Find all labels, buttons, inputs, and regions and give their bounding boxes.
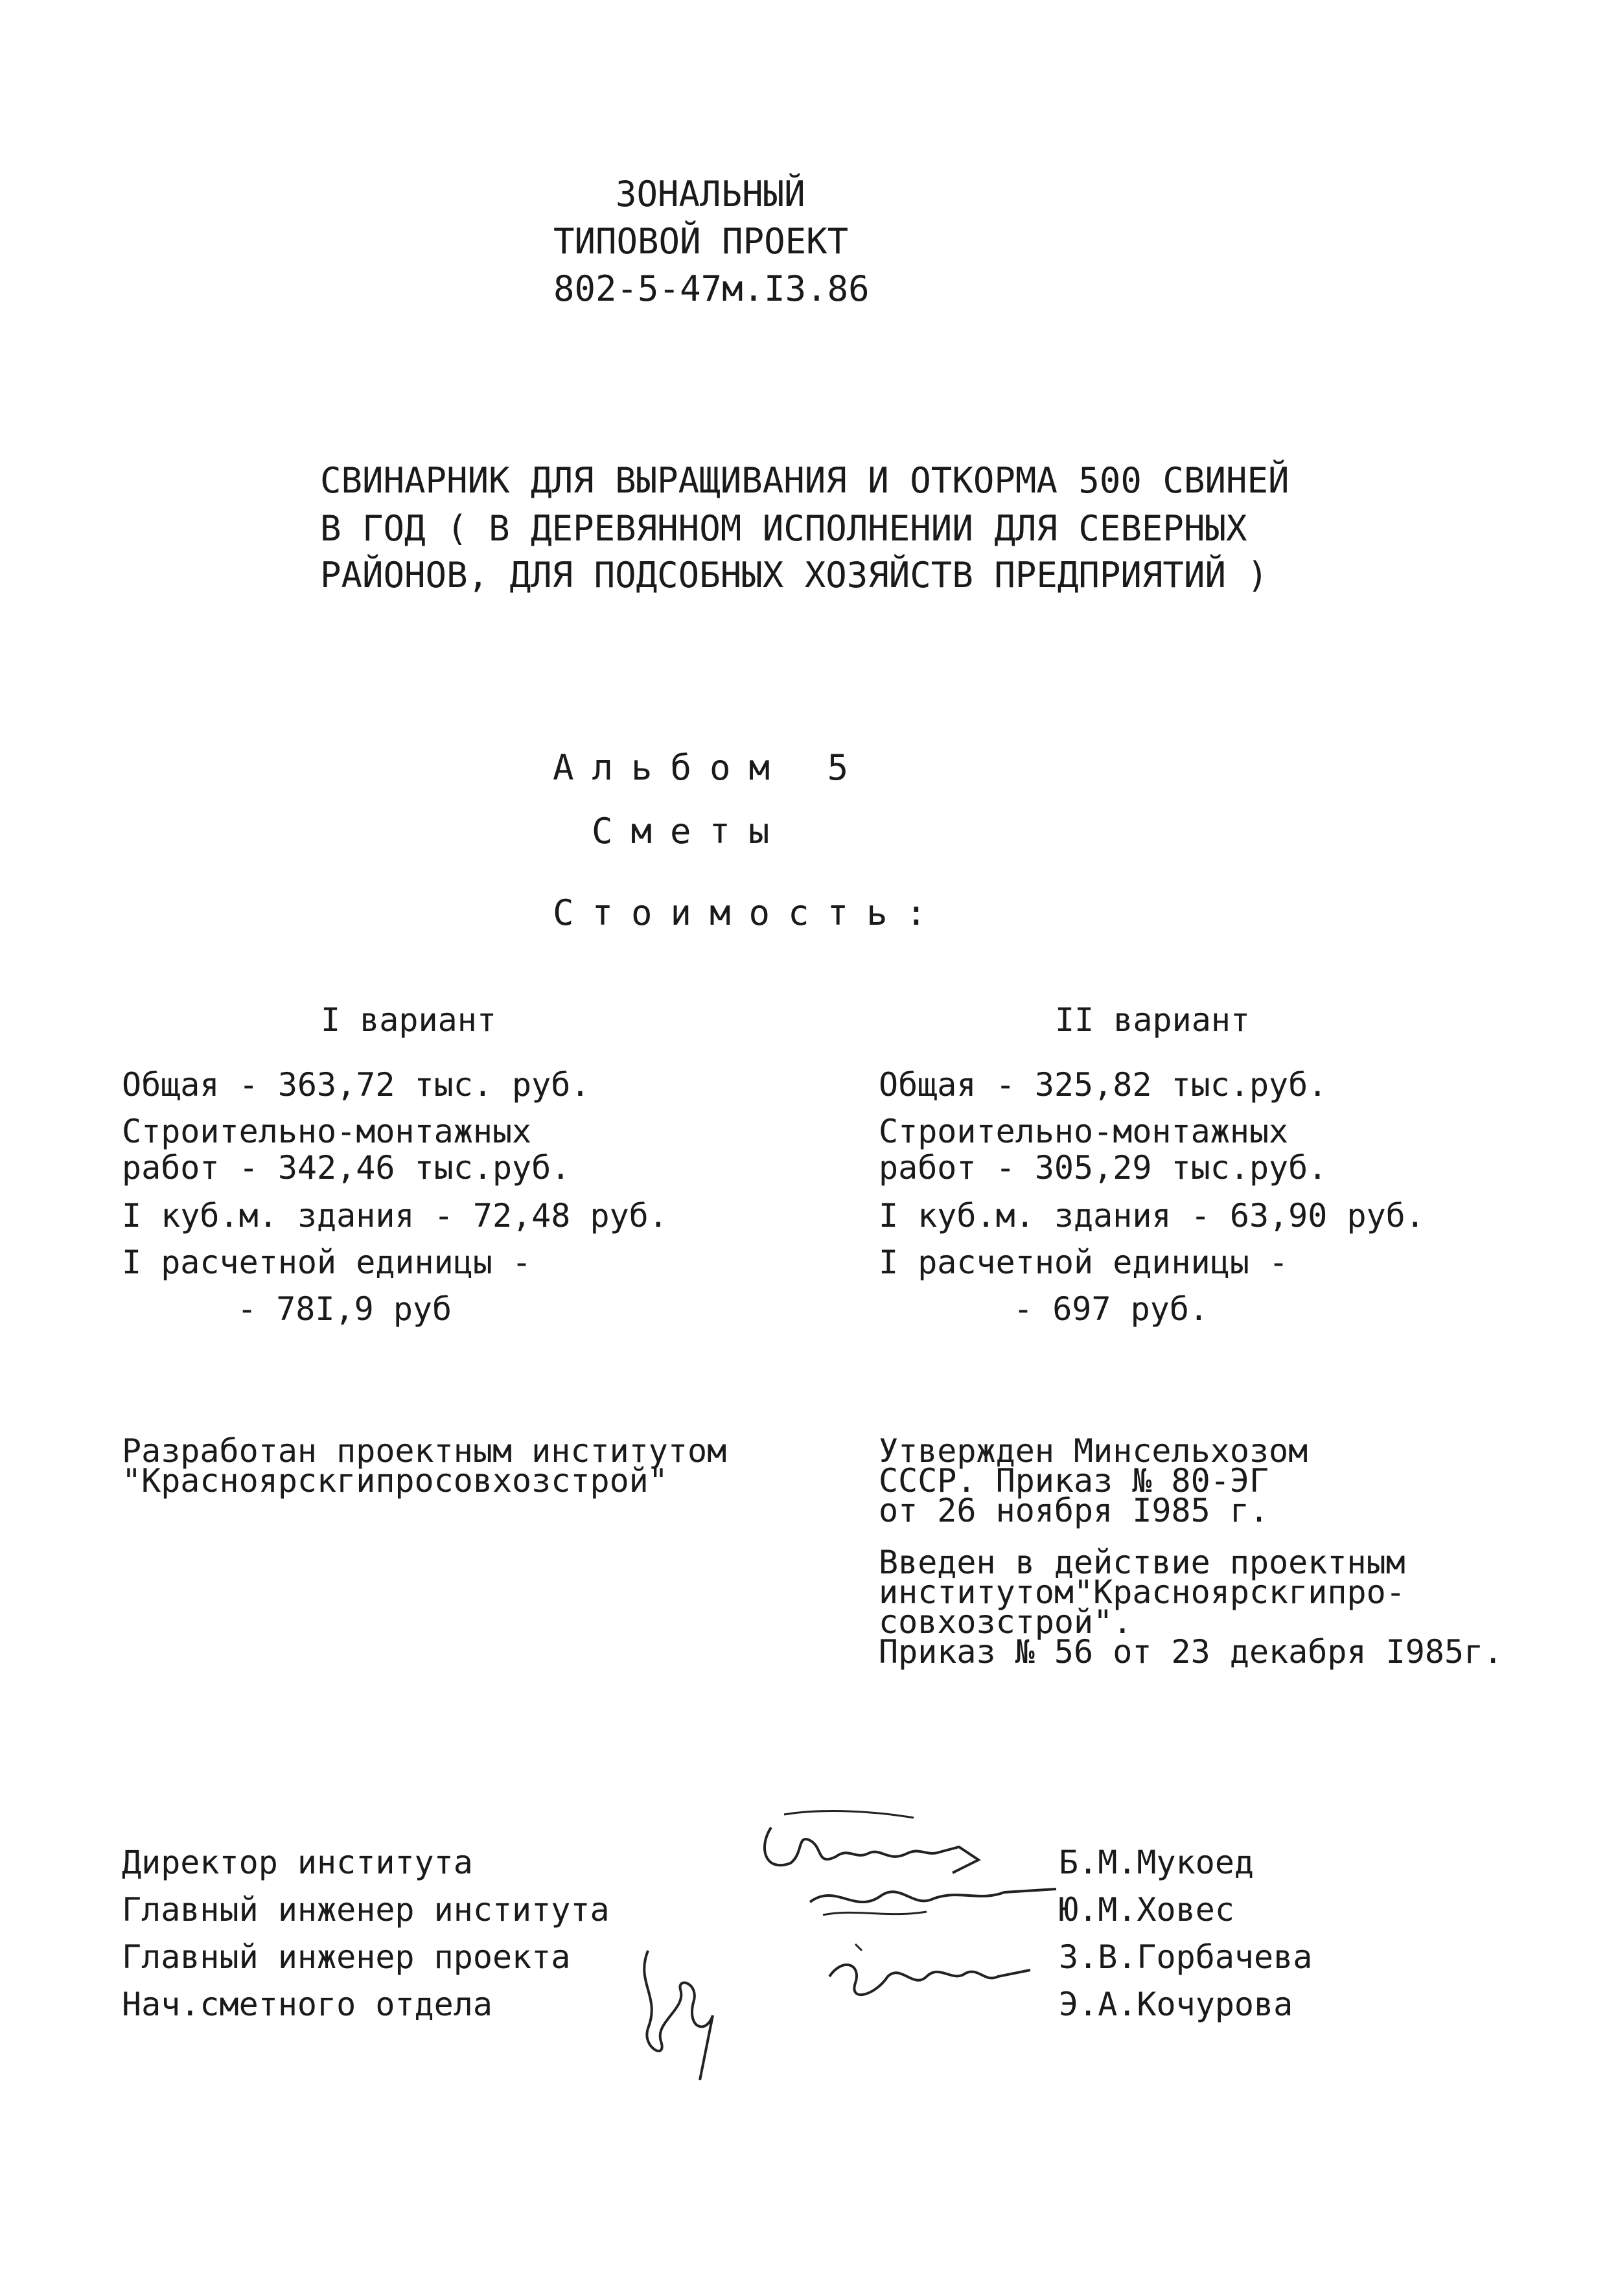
introduced-l1: Введен в действие проектным [879,1544,1405,1581]
variant-2-construction-l1: Строительно-монтажных [879,1113,1289,1150]
variant-1-per-unit-l2: - 78I,9 руб [237,1290,452,1328]
variant-2-per-unit-l2: - 697 руб. [1013,1290,1209,1328]
title-line-1: СВИНАРНИК ДЛЯ ВЫРАЩИВАНИЯ И ОТКОРМА 500 СВИНЕЙ [320,460,1289,501]
signature-estimates-head-icon [816,1938,1050,2022]
header-zonal: ЗОНАЛЬНЫЙ [616,174,805,215]
variant-2-costs [879,1066,1425,1337]
signatory-name: Б.М.Мукоед [1059,1844,1254,1881]
cost-heading: Стоимость: [553,892,945,933]
signatory-name: Ю.М.Ховес [1059,1891,1234,1929]
variant-1-per-m3: I куб.м. здания - 72,48 руб. [122,1197,668,1235]
signatory-role: Главный инженер института [122,1891,610,1929]
variant-2-per-unit-l1: I расчетной единицы - [879,1244,1289,1281]
developed-by-l1: Разработан проектным институтом [122,1432,727,1470]
signature-project-engineer-icon [622,1931,739,2087]
signatory-role: Нач.сметного отдела [122,1986,492,2023]
signatory-role: Директор института [122,1844,473,1881]
introduced-l3: совхозстрой". [879,1603,1133,1641]
variant-1-per-unit-l1: I расчетной единицы - [122,1244,532,1281]
signatory-name: З.В.Горбачева [1059,1938,1313,1976]
signatory-name: Э.А.Кочурова [1059,1986,1293,2023]
introduced-l4: Приказ № 56 от 23 декабря I985г. [879,1633,1503,1671]
approved-by [879,1432,1503,1671]
signature-chief-engineer-icon [797,1863,1069,1934]
variant-2-construction-l2: работ - 305,29 тыс.руб. [879,1149,1328,1187]
approved-l2: СССР. Приказ № 80-ЭГ [879,1462,1269,1500]
approved-l1: Утвержден Минсельхозом [879,1432,1308,1470]
album-subtitle: Сметы [592,811,788,852]
developed-by [122,1432,727,1500]
variant-2-per-m3: I куб.м. здания - 63,90 руб. [879,1197,1425,1235]
variant-1-costs [122,1066,668,1337]
variant-2-total: Общая - 325,82 тыс.руб. [879,1066,1328,1104]
header-typical-project: ТИПОВОЙ ПРОЕКТ [553,221,849,262]
title-line-3: РАЙОНОВ, ДЛЯ ПОДСОБНЫХ ХОЗЯЙСТВ ПРЕДПРИЯТИЙ ) [320,555,1268,596]
introduced-l2: институтом"Красноярскгипро- [879,1573,1405,1611]
variant-1-construction-l1: Строительно-монтажных [122,1113,532,1150]
variant-1-heading: I вариант [321,1001,496,1039]
signatory-role: Главный инженер проекта [122,1938,571,1976]
approved-l3: от 26 ноября I985 г. [879,1492,1269,1529]
variant-1-construction-l2: работ - 342,46 тыс.руб. [122,1149,571,1187]
header-project-code: 802-5-47м.I3.86 [553,268,870,309]
developed-by-l2: "Красноярскгипросовхозстрой" [122,1462,668,1500]
variant-1-total: Общая - 363,72 тыс. руб. [122,1066,590,1104]
title-line-2: В ГОД ( В ДЕРЕВЯННОМ ИСПОЛНЕНИИ ДЛЯ СЕВЕРНЫХ [320,508,1247,549]
variant-2-heading: II вариант [1055,1001,1251,1039]
album-label: Альбом 5 [553,747,867,788]
